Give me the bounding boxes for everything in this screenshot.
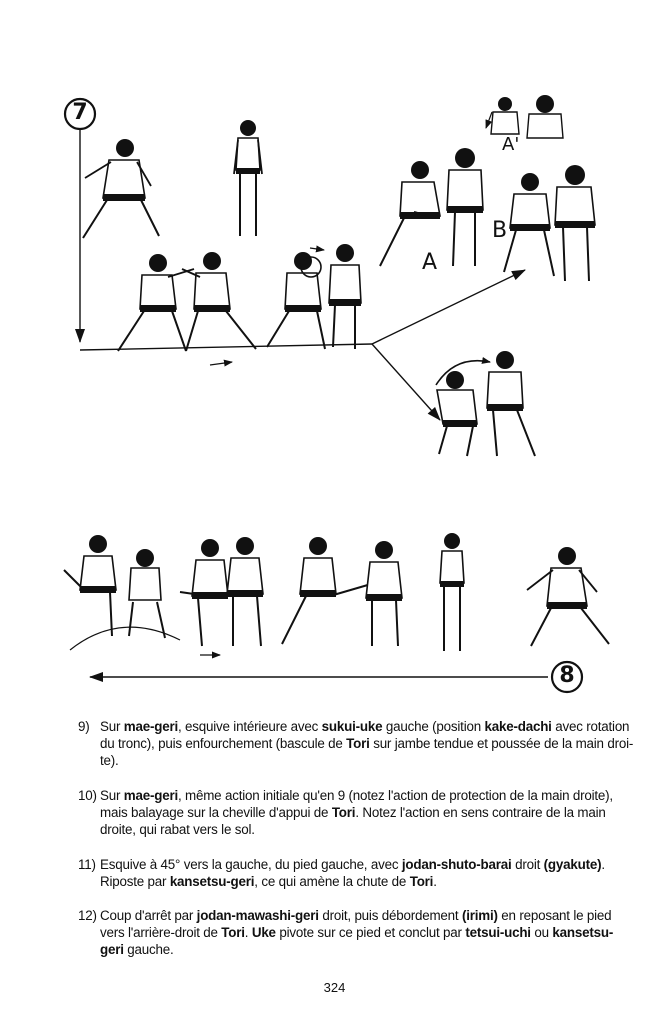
fighter-pair-sweep-1 bbox=[64, 535, 180, 650]
text-run: en reposant le pied bbox=[497, 908, 612, 923]
bold-term: kansetsu-geri bbox=[169, 874, 255, 889]
paragraph-number: 12) bbox=[78, 908, 97, 923]
bold-term: jodan-shuto-barai bbox=[401, 857, 512, 872]
bold-term: kansetsu- bbox=[552, 925, 614, 940]
paragraph-number: 9) bbox=[78, 719, 90, 734]
fighter-pair-variant-a-prime bbox=[486, 95, 563, 138]
fighter-pair-ready-bottom bbox=[440, 533, 609, 651]
text-run: sur jambe tendue et poussée de la main droi- bbox=[369, 736, 634, 751]
bold-term: sukui-uke bbox=[321, 719, 383, 734]
bold-term: (gyakute) bbox=[543, 857, 602, 872]
paragraph-12 bbox=[78, 907, 616, 958]
bold-term: (irimi) bbox=[461, 908, 498, 923]
diagonal-up-arrow-line bbox=[372, 270, 525, 344]
baseline-arrow-line bbox=[80, 344, 372, 350]
text-run: , ce qui amène la chute de bbox=[254, 874, 410, 889]
fighter-pair-exchange-1 bbox=[118, 252, 256, 365]
text-run: gauche. bbox=[123, 942, 174, 957]
step-number-7: 7 bbox=[72, 100, 88, 125]
paragraph-11 bbox=[78, 856, 616, 890]
bold-term: Tori bbox=[409, 874, 434, 889]
paragraph-number: 11) bbox=[78, 857, 96, 872]
paragraph-9 bbox=[78, 718, 634, 769]
paragraph-line bbox=[78, 941, 616, 958]
step-number-8: 8 bbox=[559, 663, 575, 688]
paragraph-number: 10) bbox=[78, 788, 97, 803]
paragraph-line bbox=[78, 821, 616, 838]
paragraph-line bbox=[78, 873, 616, 890]
label-variant-a: A bbox=[422, 250, 438, 275]
paragraph-line bbox=[78, 752, 616, 769]
paragraph-line bbox=[78, 718, 630, 735]
text-run: vers l'arrière-droit de bbox=[100, 925, 222, 940]
bold-term: Uke bbox=[251, 925, 276, 940]
text-run: du tronc), puis enfourchement (bascule de bbox=[100, 736, 347, 751]
text-run: , même action initiale qu'en 9 (notez l'action de protection de la main droite), bbox=[177, 788, 613, 803]
text-run: droite, qui rabat vers le sol. bbox=[100, 822, 255, 837]
text-run: droit bbox=[511, 857, 544, 872]
bold-term: tetsui-uchi bbox=[465, 925, 531, 940]
fighter-pair-sweep-2 bbox=[180, 537, 263, 655]
paragraph-line bbox=[78, 804, 616, 821]
bold-term: kake-dachi bbox=[484, 719, 552, 734]
bold-term: geri bbox=[100, 942, 124, 957]
label-variant-a-prime: A' bbox=[502, 134, 520, 155]
bold-term: Tori bbox=[221, 925, 245, 940]
label-variant-b: B bbox=[492, 218, 508, 243]
text-run: Sur bbox=[100, 788, 124, 803]
bold-term: Tori bbox=[346, 736, 370, 751]
paragraph-line bbox=[78, 735, 634, 752]
text-run: ou bbox=[530, 925, 553, 940]
text-run: Esquive à 45° vers la gauche, du pied gauche, avec bbox=[100, 857, 402, 872]
fighter-pair-throw bbox=[436, 351, 535, 456]
paragraph-line bbox=[78, 907, 616, 924]
text-run: pivote sur ce pied et conclut par bbox=[275, 925, 466, 940]
bold-term: Tori bbox=[331, 805, 356, 820]
text-run: mais balayage sur la cheville d'appui de bbox=[100, 805, 332, 820]
page-number: 324 bbox=[323, 980, 346, 995]
text-run: Riposte par bbox=[100, 874, 170, 889]
text-run: avec rotation bbox=[551, 719, 630, 734]
bold-term: mae-geri bbox=[123, 719, 178, 734]
paragraph-line bbox=[78, 856, 616, 873]
diagonal-down-arrow-line bbox=[372, 344, 440, 420]
fighter-pair-ready bbox=[83, 120, 262, 238]
fighter-pair-kick bbox=[282, 537, 402, 646]
text-run: , esquive intérieure avec bbox=[177, 719, 322, 734]
text-run: droit, puis débordement bbox=[318, 908, 462, 923]
text-run: Coup d'arrêt par bbox=[100, 908, 197, 923]
text-run: . bbox=[601, 857, 605, 872]
bold-term: mae-geri bbox=[123, 788, 178, 803]
text-run: . Notez l'action en sens contraire de la main bbox=[355, 805, 606, 820]
text-run: . bbox=[433, 874, 437, 889]
paragraph-10 bbox=[78, 787, 616, 838]
bold-term: jodan-mawashi-geri bbox=[196, 908, 319, 923]
text-run: te). bbox=[100, 753, 119, 768]
paragraph-line bbox=[78, 924, 616, 941]
text-run: Sur bbox=[100, 719, 124, 734]
text-run: . bbox=[244, 925, 252, 940]
fighter-pair-variant-a bbox=[380, 148, 483, 266]
fighter-pair-exchange-2 bbox=[267, 244, 361, 349]
fighter-pair-variant-b bbox=[504, 165, 595, 281]
text-run: gauche (position bbox=[382, 719, 485, 734]
paragraph-line bbox=[78, 787, 616, 804]
